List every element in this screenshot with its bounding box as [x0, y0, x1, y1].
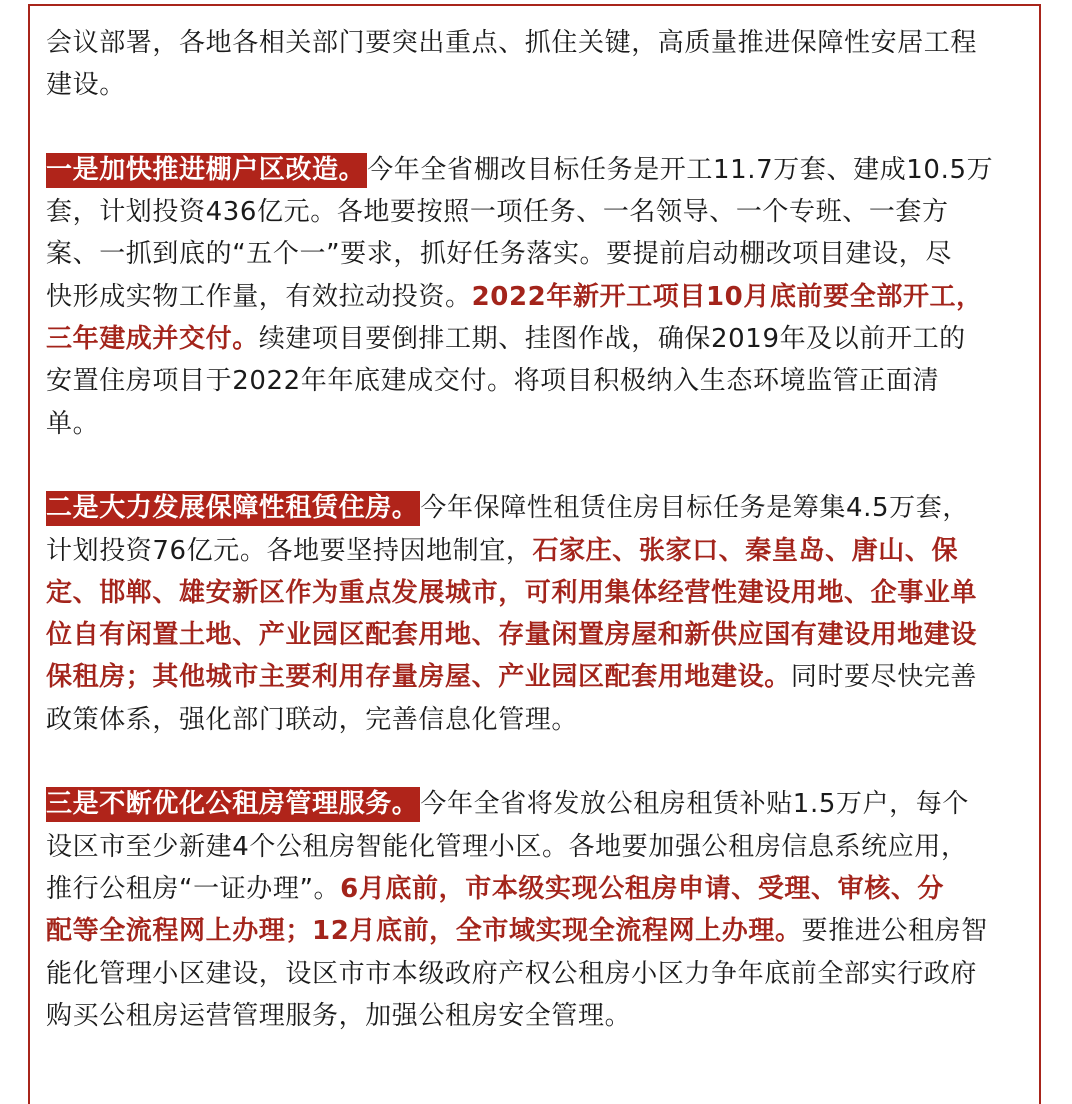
- body-text: 今年全省棚改目标任务是开工11.7万套、建成10.5万: [367, 154, 994, 185]
- body-text: 设区市至少新建4个公租房智能化管理小区。各地要加强公租房信息系统应用，: [46, 831, 968, 862]
- paragraph-gap: [46, 741, 1036, 783]
- text-line: [46, 868, 1036, 910]
- text-line: [46, 360, 1036, 402]
- section-heading-highlight: 二是大力发展保障性租赁住房。: [46, 491, 420, 526]
- body-text: 要推进公租房智: [801, 916, 988, 947]
- text-line: [46, 783, 1036, 825]
- emphasis-text: 保租房；其他城市主要利用存量房屋、产业园区配套用地建设。: [46, 662, 791, 693]
- text-line: [46, 233, 1036, 275]
- body-text: 单。: [46, 408, 100, 439]
- text-line: [46, 149, 1036, 191]
- emphasis-text: 位自有闲置土地、产业园区配套用地、存量闲置房屋和新供应国有建设用地建设: [46, 620, 978, 651]
- paragraph-gap: [46, 445, 1036, 487]
- body-text: 今年保障性租赁住房目标任务是筹集4.5万套，: [420, 493, 969, 524]
- body-text: 推行公租房“一证办理”。: [46, 873, 341, 904]
- text-line: [46, 826, 1036, 868]
- paragraph-gap: [46, 107, 1036, 149]
- emphasis-text: 石家庄、张家口、秦皇岛、唐山、保: [532, 535, 959, 566]
- body-text: 续建项目要倒排工期、挂图作战，确保2019年及以前开工的: [258, 324, 966, 355]
- text-line: [46, 403, 1036, 445]
- body-text: 套，计划投资436亿元。各地要按照一项任务、一名领导、一个专班、一套方: [46, 197, 949, 228]
- emphasis-text: 三年建成并交付。: [46, 324, 259, 355]
- body-text: 能化管理小区建设，设区市市本级政府产权公租房小区力争年底前全部实行政府: [46, 958, 978, 989]
- text-line: [46, 530, 1036, 572]
- text-line: [46, 910, 1036, 952]
- text-line: [46, 614, 1036, 656]
- text-line: [46, 318, 1036, 360]
- body-text: 计划投资76亿元。各地要坚持因地制宜，: [46, 535, 533, 566]
- text-line: [46, 699, 1036, 741]
- section-heading-highlight: 三是不断优化公租房管理服务。: [46, 787, 420, 822]
- article-body: [46, 22, 1036, 1037]
- body-text: 安置住房项目于2022年年底建成交付。将项目积极纳入生态环境监管正面清: [46, 366, 940, 397]
- paragraph-point-2: [46, 487, 1036, 741]
- emphasis-text: 定、邯郸、雄安新区作为重点发展城市，可利用集体经营性建设用地、企事业单: [46, 577, 978, 608]
- body-text: 政策体系，强化部门联动，完善信息化管理。: [46, 704, 579, 735]
- body-text: 购买公租房运营管理服务，加强公租房安全管理。: [46, 1000, 632, 1031]
- text-line: [46, 276, 1036, 318]
- body-text: 今年全省将发放公租房租赁补贴1.5万户，每个: [420, 789, 969, 820]
- text-line: [46, 64, 1036, 106]
- body-text: 建设。: [46, 70, 126, 101]
- body-text: 快形成实物工作量，有效拉动投资。: [46, 281, 472, 312]
- emphasis-text: 6月底前，市本级实现公租房申请、受理、审核、分: [340, 873, 945, 904]
- text-line: [46, 22, 1036, 64]
- body-text: 会议部署，各地各相关部门要突出重点、抓住关键，高质量推进保障性安居工程: [46, 28, 978, 58]
- body-text: 同时要尽快完善: [790, 662, 978, 693]
- body-text: 案、一抓到底的“五个一”要求，抓好任务落实。要提前启动棚改项目建设，尽: [46, 239, 952, 270]
- emphasis-text: 配等全流程网上办理；12月底前，全市域实现全流程网上办理。: [46, 916, 802, 947]
- paragraph-point-3: [46, 783, 1036, 1037]
- text-line: [46, 487, 1036, 529]
- text-line: [46, 656, 1036, 698]
- paragraph-point-1: [46, 149, 1036, 445]
- emphasis-text: 2022年新开工项目10月底前要全部开工，: [471, 281, 983, 312]
- text-line: [46, 995, 1036, 1037]
- text-line: [46, 953, 1036, 995]
- section-heading-highlight: 一是加快推进棚户区改造。: [46, 153, 367, 188]
- text-line: [46, 572, 1036, 614]
- paragraph-intro: [46, 22, 1036, 107]
- text-line: [46, 191, 1036, 233]
